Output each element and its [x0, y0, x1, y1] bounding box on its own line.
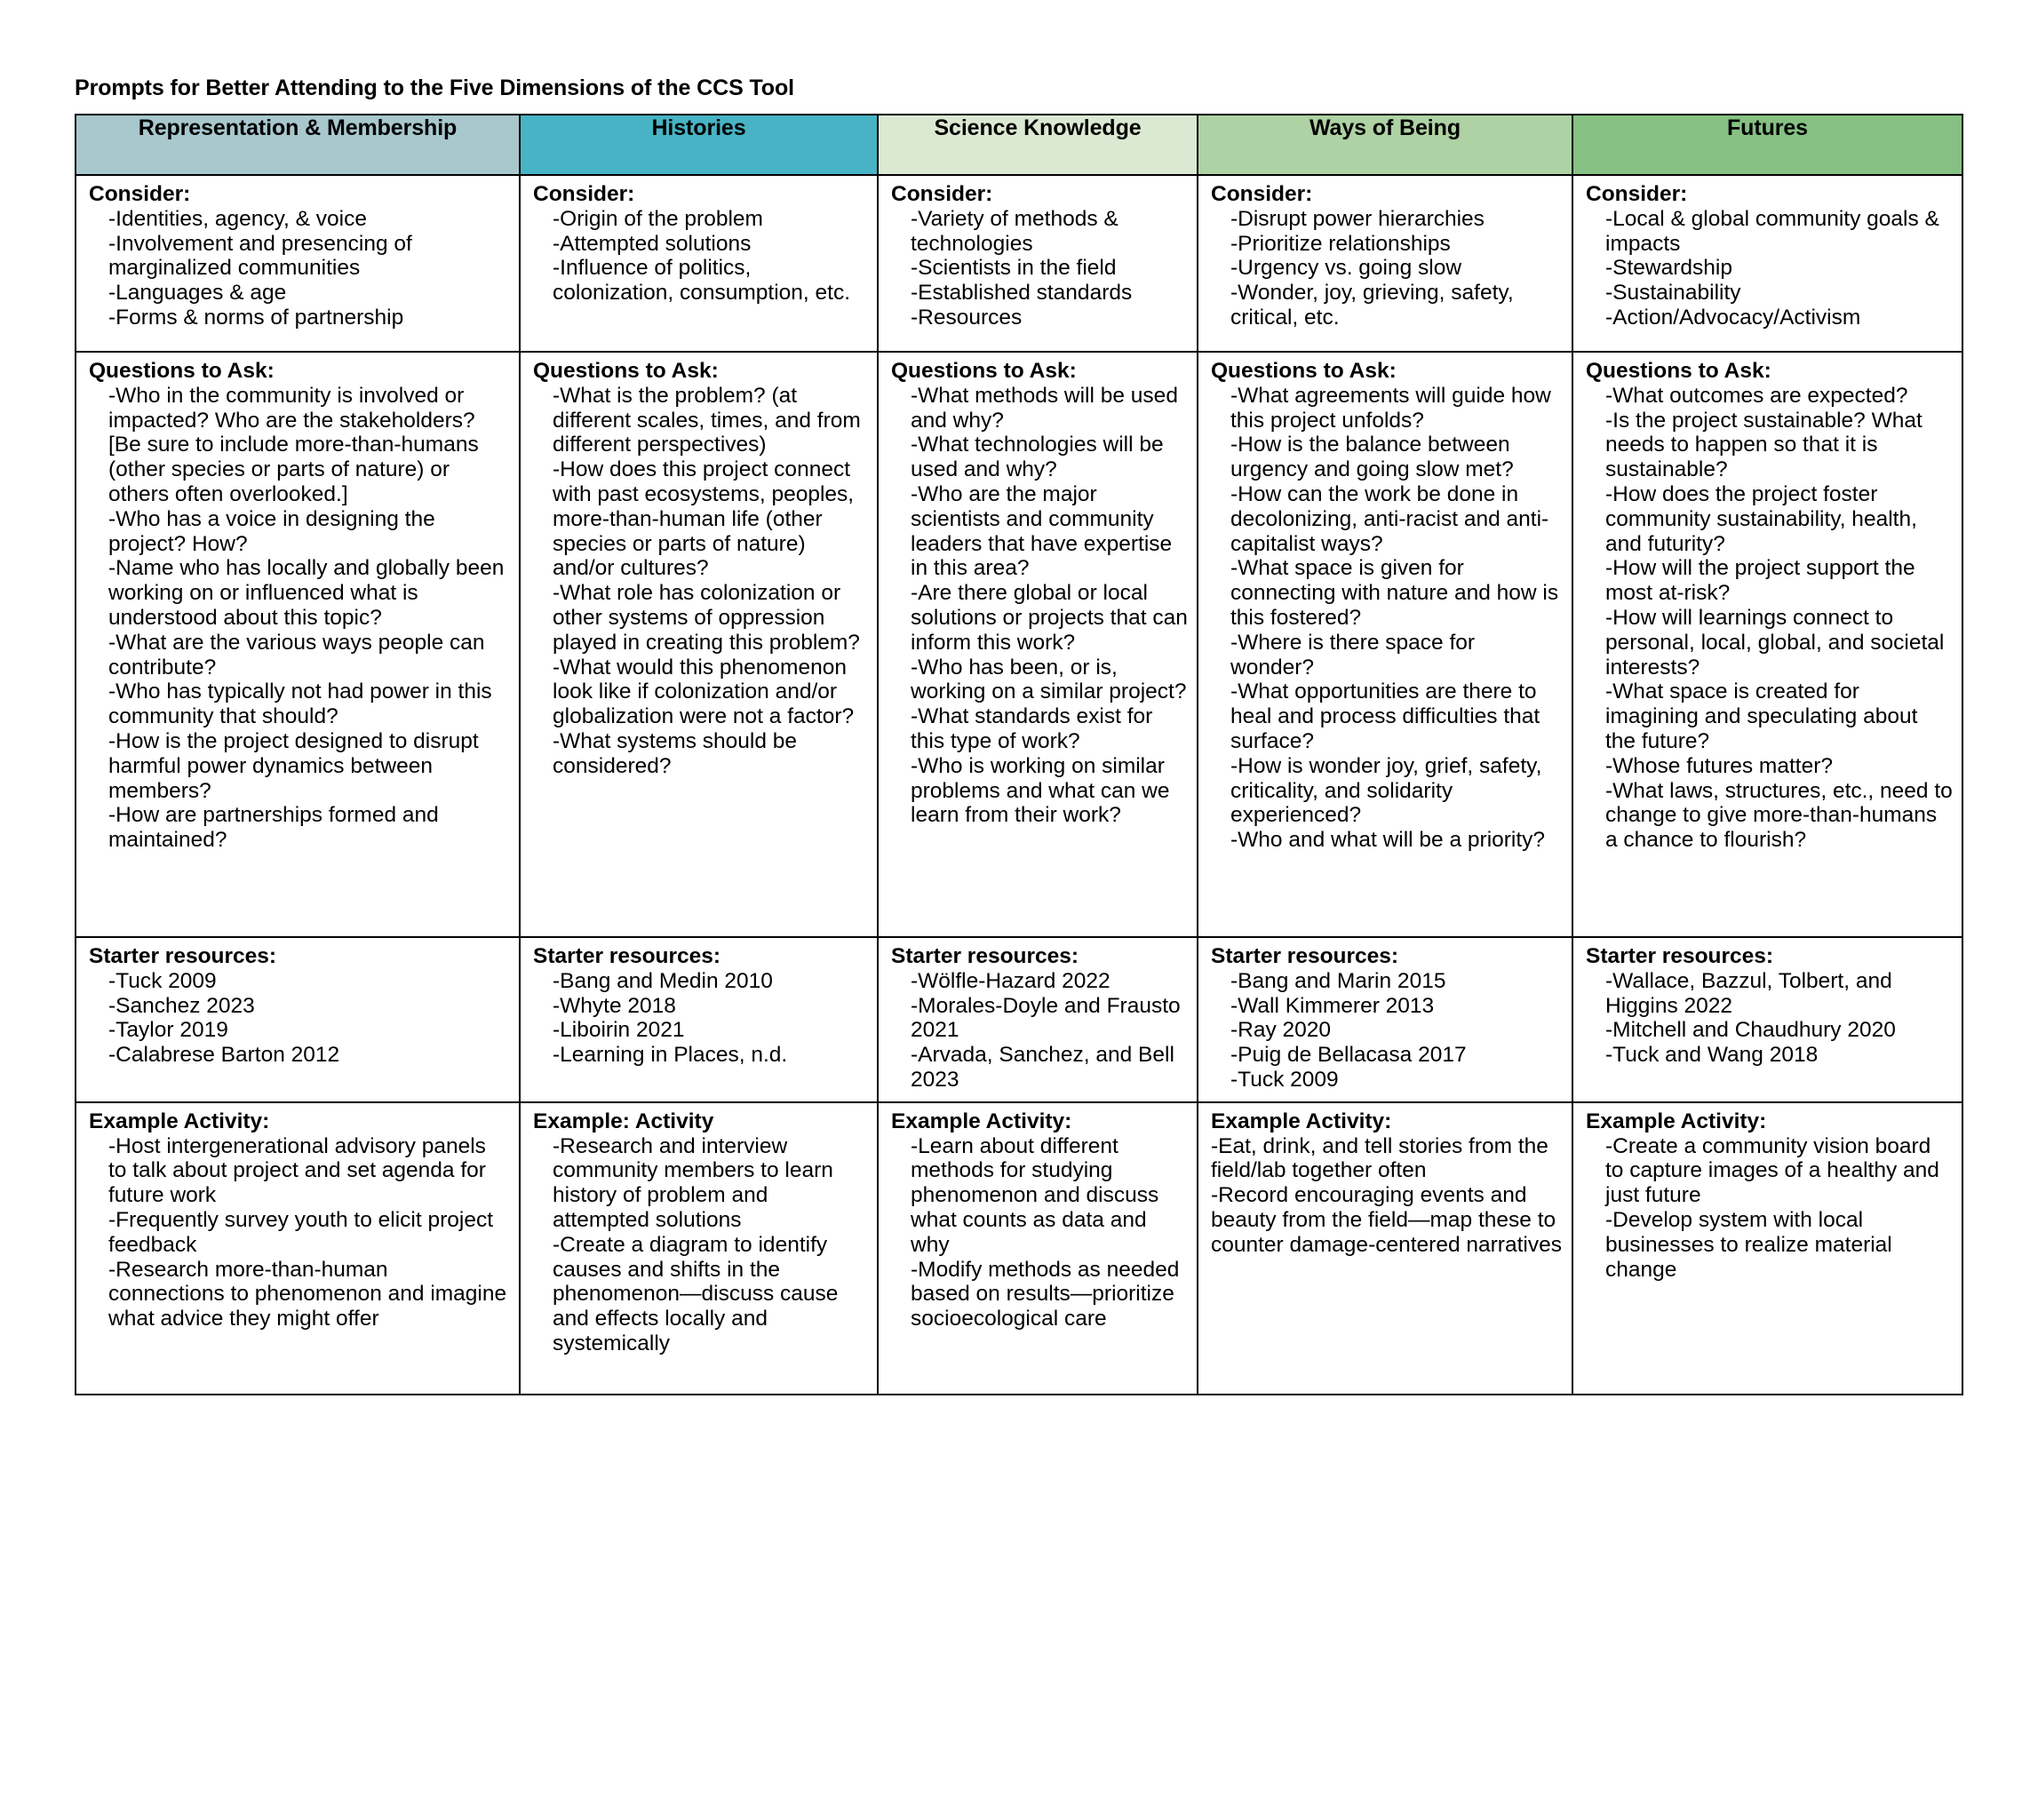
list-item: -Origin of the problem — [553, 206, 763, 231]
table-row-activity — [76, 1102, 1962, 1395]
cell-bullet-list — [891, 1134, 1188, 1331]
cell-label: Consider: — [891, 182, 993, 206]
list-item: -Stewardship — [1605, 256, 1732, 281]
cell-label: Questions to Ask: — [891, 359, 1077, 383]
cell-bullet-list — [1586, 384, 1953, 853]
list-item: -What laws, structures, etc., need to change to give more-than-humans a chance to flourish? — [1605, 778, 1953, 853]
cell-content — [1198, 176, 1572, 351]
cell-content — [879, 353, 1197, 936]
cell-activity-col2 — [520, 1102, 878, 1395]
list-item: -Morales-Doyle and Frausto 2021 — [911, 993, 1181, 1043]
list-item: -Urgency vs. going slow — [1230, 256, 1462, 281]
cell-bullet-list — [533, 207, 868, 306]
list-item: -Who and what will be a priority? — [1230, 828, 1546, 853]
cell-content — [879, 938, 1197, 1101]
cell-content — [1573, 938, 1962, 1091]
list-item: -Tuck and Wang 2018 — [1605, 1043, 1819, 1068]
column-header-label: Ways of Being — [1309, 115, 1461, 140]
list-item: -Liboirin 2021 — [553, 1018, 685, 1043]
list-item: -Modify methods as needed based on results—prioritize socioecological care — [911, 1257, 1180, 1331]
list-item: -Prioritize relationships — [1230, 231, 1451, 256]
cell-resources-col5 — [1572, 937, 1962, 1102]
cell-content — [76, 176, 519, 351]
list-item: -How are partnerships formed and maintained? — [108, 803, 439, 853]
list-item: -Languages & age — [108, 281, 287, 306]
cell-content — [1198, 353, 1572, 936]
list-item: -Who has a voice in designing the project? How? — [108, 506, 435, 556]
cell-bullet-list — [1211, 384, 1563, 853]
cell-bullet-list — [533, 1134, 868, 1356]
list-item: -Research and interview community members to learn history of problem and attempted solutions — [553, 1133, 833, 1232]
list-item: -What agreements will guide how this project unfolds? — [1230, 383, 1551, 433]
list-item: -Sustainability — [1605, 281, 1741, 306]
cell-bullet-list — [89, 969, 510, 1068]
list-item: -Tuck 2009 — [108, 968, 217, 993]
cell-resources-col3 — [878, 937, 1198, 1102]
list-item: -What methods will be used and why? — [911, 383, 1178, 433]
cell-label: Starter resources: — [533, 944, 721, 968]
list-item: -Wölfle-Hazard 2022 — [911, 968, 1111, 993]
cell-label: Starter resources: — [1586, 944, 1774, 968]
list-item: -What standards exist for this type of work? — [911, 704, 1153, 753]
list-item: -Who has typically not had power in this community that should? — [108, 680, 492, 729]
cell-bullet-list — [1211, 969, 1563, 1093]
cell-bullet-list — [1586, 969, 1953, 1068]
cell-label: Consider: — [1586, 182, 1688, 206]
list-item: -Who in the community is involved or impacted? Who are the stakeholders? [Be sure to include more-than-humans (other species or parts of nature) or others often overlooked.] — [108, 383, 479, 506]
list-item: -Frequently survey youth to elicit project feedback — [108, 1207, 494, 1257]
list-item: -Scientists in the field — [911, 256, 1117, 281]
list-item: -Established standards — [911, 281, 1133, 306]
cell-consider-col4 — [1198, 175, 1572, 352]
prompts-table — [75, 114, 1963, 1395]
column-header-1 — [76, 115, 520, 175]
list-item: -What systems should be considered? — [553, 728, 798, 778]
list-item: -Record encouraging events and beauty from the field—map these to counter damage-centered narratives — [1211, 1183, 1562, 1257]
cell-label: Questions to Ask: — [1211, 359, 1397, 383]
cell-label: Example Activity: — [1211, 1109, 1392, 1133]
cell-content — [76, 938, 519, 1091]
column-header-5 — [1572, 115, 1962, 175]
cell-bullet-list — [891, 969, 1188, 1093]
list-item: -Learning in Places, n.d. — [553, 1043, 788, 1068]
column-header-label: Futures — [1727, 115, 1808, 140]
list-item: -What outcomes are expected? — [1605, 383, 1908, 408]
cell-questions-col5 — [1572, 352, 1962, 937]
cell-content — [1198, 1103, 1572, 1394]
list-item: -How does this project connect with past ecosystems, peoples, more-than-human life (other species or parts of nature) and/or cultures? — [553, 457, 855, 581]
cell-activity-col1 — [76, 1102, 520, 1395]
cell-content — [521, 1103, 877, 1394]
cell-content — [1573, 176, 1962, 351]
list-item: -Bang and Marin 2015 — [1230, 968, 1446, 993]
cell-content — [1573, 1103, 1962, 1394]
cell-content — [76, 353, 519, 936]
list-item: -Identities, agency, & voice — [108, 206, 367, 231]
list-item: -What is the problem? (at different scales, times, and from different perspectives) — [553, 383, 861, 457]
list-item: -How does the project foster community sustainability, health, and futurity? — [1605, 481, 1917, 556]
cell-bullet-list — [533, 969, 868, 1068]
list-item: -Attempted solutions — [553, 231, 752, 256]
cell-consider-col3 — [878, 175, 1198, 352]
list-item: -How will the project support the most at-risk? — [1605, 556, 1915, 606]
list-item: -Who has been, or is, working on a similar project? — [911, 655, 1187, 704]
list-item: -Are there global or local solutions or projects that can inform this work? — [911, 581, 1188, 655]
list-item: -Sanchez 2023 — [108, 993, 255, 1018]
list-item: -Mitchell and Chaudhury 2020 — [1605, 1018, 1896, 1043]
list-item: -Where is there space for wonder? — [1230, 630, 1476, 680]
cell-bullet-list — [533, 384, 868, 779]
cell-content — [1573, 353, 1962, 936]
cell-label: Consider: — [89, 182, 191, 206]
table-row-consider — [76, 175, 1962, 352]
list-item: -How is the project designed to disrupt harmful power dynamics between members? — [108, 728, 479, 803]
column-header-4 — [1198, 115, 1572, 175]
cell-content — [521, 353, 877, 936]
list-item: -Arvada, Sanchez, and Bell 2023 — [911, 1043, 1174, 1092]
cell-content — [521, 176, 877, 351]
list-item: -What space is given for connecting with nature and how is this fostered? — [1230, 556, 1559, 630]
cell-label: Example Activity: — [891, 1109, 1072, 1133]
list-item: -Involvement and presencing of marginalized communities — [108, 231, 412, 281]
cell-bullet-list — [891, 384, 1188, 828]
list-item: -Local & global community goals & impacts — [1605, 206, 1939, 256]
list-item: -Forms & norms of partnership — [108, 305, 404, 330]
list-item: -How is the balance between urgency and going slow met? — [1230, 433, 1514, 482]
cell-label: Starter resources: — [89, 944, 277, 968]
list-item: -Action/Advocacy/Activism — [1605, 305, 1861, 330]
cell-bullet-list — [1586, 207, 1953, 330]
list-item: -Develop system with local businesses to realize material change — [1605, 1207, 1892, 1282]
list-item: -What role has colonization or other systems of oppression played in creating this problem? — [553, 581, 860, 655]
list-item: -Tuck 2009 — [1230, 1067, 1339, 1092]
cell-label: Questions to Ask: — [533, 359, 719, 383]
cell-label: Questions to Ask: — [1586, 359, 1771, 383]
cell-resources-col2 — [520, 937, 878, 1102]
list-item: -What are the various ways people can contribute? — [108, 630, 485, 680]
cell-resources-col4 — [1198, 937, 1572, 1102]
cell-consider-col1 — [76, 175, 520, 352]
list-item: -Learn about different methods for studying phenomenon and discuss what counts as data and why — [911, 1133, 1159, 1257]
cell-bullet-list — [89, 384, 510, 853]
cell-activity-col3 — [878, 1102, 1198, 1395]
cell-content — [76, 1103, 519, 1394]
list-item: -Research more-than-human connections to phenomenon and imagine what advice they might offer — [108, 1257, 507, 1331]
cell-activity-col5 — [1572, 1102, 1962, 1395]
cell-content — [879, 176, 1197, 351]
cell-label: Starter resources: — [891, 944, 1079, 968]
list-item: -Who is working on similar problems and what can we learn from their work? — [911, 753, 1170, 828]
list-item: -Taylor 2019 — [108, 1018, 228, 1043]
cell-bullet-list — [1211, 1134, 1563, 1258]
cell-consider-col2 — [520, 175, 878, 352]
list-item: -What would this phenomenon look like if colonization and/or globalization were not a factor? — [553, 655, 855, 729]
cell-content — [521, 938, 877, 1091]
cell-content — [1198, 938, 1572, 1101]
cell-label: Starter resources: — [1211, 944, 1399, 968]
cell-label: Example Activity: — [1586, 1109, 1767, 1133]
cell-label: Example Activity: — [89, 1109, 270, 1133]
cell-activity-col4 — [1198, 1102, 1572, 1395]
list-item: -Wallace, Bazzul, Tolbert, and Higgins 2022 — [1605, 968, 1892, 1018]
cell-bullet-list — [89, 207, 510, 330]
cell-questions-col4 — [1198, 352, 1572, 937]
list-item: -Influence of politics, colonization, consumption, etc. — [553, 256, 851, 306]
column-header-label: Science Knowledge — [934, 115, 1142, 140]
list-item: -How is wonder joy, grief, safety, criticality, and solidarity experienced? — [1230, 753, 1542, 828]
list-item: -How will learnings connect to personal, local, global, and societal interests? — [1605, 605, 1945, 680]
column-header-label: Representation & Membership — [138, 115, 458, 140]
cell-questions-col3 — [878, 352, 1198, 937]
list-item: -Calabrese Barton 2012 — [108, 1043, 340, 1068]
column-header-3 — [878, 115, 1198, 175]
list-item: -Disrupt power hierarchies — [1230, 206, 1485, 231]
list-item: -Ray 2020 — [1230, 1018, 1332, 1043]
list-item: -What space is created for imagining and speculating about the future? — [1605, 680, 1918, 753]
list-item: -Who are the major scientists and community leaders that have expertise in this area? — [911, 481, 1173, 581]
list-item: -Bang and Medin 2010 — [553, 968, 773, 993]
list-item: -Whyte 2018 — [553, 993, 676, 1018]
cell-label: Consider: — [1211, 182, 1313, 206]
list-item: -Create a community vision board to capture images of a healthy and just future — [1605, 1133, 1939, 1208]
cell-bullet-list — [891, 207, 1188, 330]
table-row-resources — [76, 937, 1962, 1102]
list-item: -Wall Kimmerer 2013 — [1230, 993, 1435, 1018]
cell-label: Questions to Ask: — [89, 359, 275, 383]
list-item: -Host intergenerational advisory panels to talk about project and set agenda for future work — [108, 1133, 486, 1208]
list-item: -Name who has locally and globally been working on or influenced what is understood about this topic? — [108, 556, 505, 630]
cell-label: Example: Activity — [533, 1109, 714, 1133]
cell-questions-col1 — [76, 352, 520, 937]
cell-resources-col1 — [76, 937, 520, 1102]
cell-bullet-list — [89, 1134, 510, 1331]
cell-questions-col2 — [520, 352, 878, 937]
list-item: -What opportunities are there to heal and process difficulties that surface? — [1230, 680, 1540, 753]
cell-consider-col5 — [1572, 175, 1962, 352]
list-item: -Puig de Bellacasa 2017 — [1230, 1043, 1467, 1068]
page-title: Prompts for Better Attending to the Five Dimensions of the CCS Tool — [75, 76, 794, 100]
table-header-row — [76, 115, 1962, 175]
list-item: -Create a diagram to identify causes and shifts in the phenomenon—discuss cause and effects locally and systemically — [553, 1232, 839, 1355]
column-header-2 — [520, 115, 878, 175]
cell-bullet-list — [1211, 207, 1563, 330]
list-item: -Eat, drink, and tell stories from the field/lab together often — [1211, 1133, 1548, 1183]
list-item: -Wonder, joy, grieving, safety, critical, etc. — [1230, 281, 1514, 330]
cell-content — [879, 1103, 1197, 1394]
list-item: -Is the project sustainable? What needs to happen so that it is sustainable? — [1605, 408, 1922, 482]
list-item: -Variety of methods & technologies — [911, 206, 1118, 256]
list-item: -What technologies will be used and why? — [911, 433, 1164, 482]
cell-bullet-list — [1586, 1134, 1953, 1283]
cell-label: Consider: — [533, 182, 635, 206]
table-row-questions — [76, 352, 1962, 937]
list-item: -Resources — [911, 305, 1023, 330]
list-item: -How can the work be done in decolonizing, anti-racist and anti-capitalist ways? — [1230, 481, 1549, 556]
list-item: -Whose futures matter? — [1605, 753, 1833, 778]
column-header-label: Histories — [651, 115, 746, 140]
